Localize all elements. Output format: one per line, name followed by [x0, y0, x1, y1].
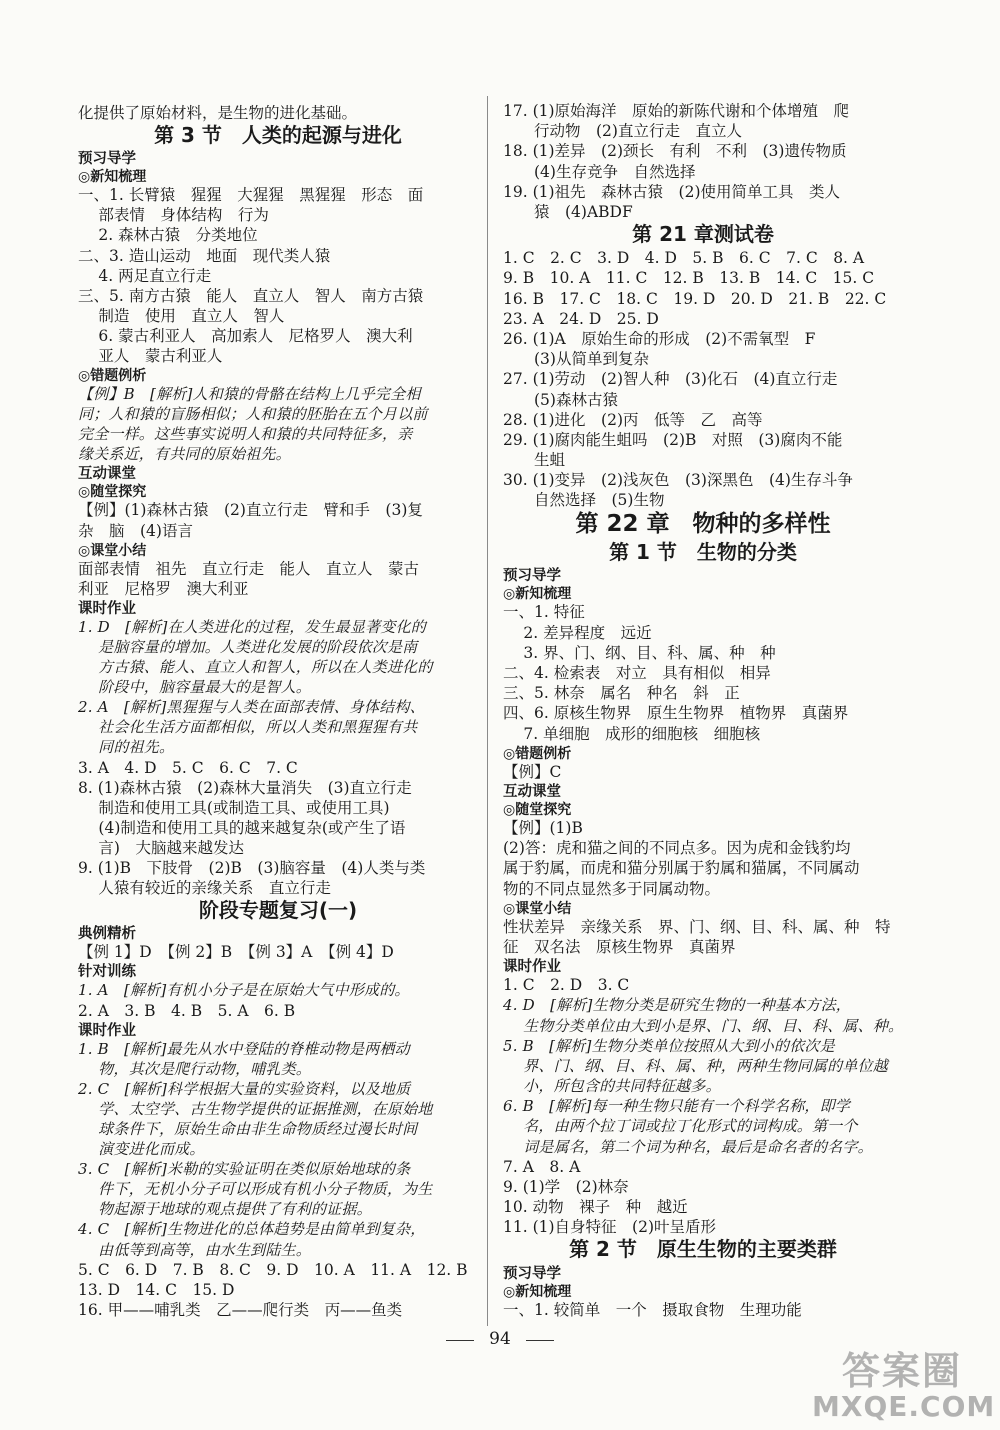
answer-line: 18. (1)差异 (2)颈长 有利 不利 (3)遗传物质 [503, 142, 847, 160]
sub-heading: ◎新知梳理 [78, 169, 147, 185]
answer-line: 部表情 身体结构 行为 [78, 206, 269, 224]
section-heading: 互动课堂 [78, 466, 136, 482]
sub-heading: ◎课堂小结 [503, 901, 572, 917]
explanation-line: 完全一样。这些事实说明人和猿的共同特征多，亲 [78, 425, 413, 443]
sub-heading: ◎随堂探究 [503, 802, 572, 818]
answer-line: 9. (1)B 下肢骨 (2)B (3)脑容量 (4)人类与类 [78, 859, 426, 877]
explanation-line: 学、太空学、古生物学提供的证据推测，在原始地 [78, 1100, 433, 1118]
explanation-line: 球条件下，原始生命由非生命物质经过漫长时间 [78, 1120, 418, 1138]
answer-line: 二、4. 检索表 对立 具有相似 相异 [503, 664, 771, 682]
explanation-line: 4. D [解析]生物分类是研究生物的一种基本方法， [503, 996, 852, 1014]
section-heading: 课时作业 [503, 959, 561, 975]
sub-heading: ◎课堂小结 [78, 543, 147, 559]
explanation-line: 物起源于地球的观点提供了有利的证据。 [78, 1200, 372, 1218]
watermark-text-bottom: MXQE.COM [812, 1390, 996, 1423]
explanation-line: 由低等到高等，由水生到陆生。 [78, 1241, 311, 1259]
answer-line: 11. (1)自身特征 (2)叶呈盾形 [503, 1218, 716, 1236]
answer-line: 16. 甲——哺乳类 乙——爬行类 丙——鱼类 [78, 1301, 403, 1319]
section-title: 第 1 节 生物的分类 [609, 540, 797, 564]
answer-line: 27. (1)劳动 (2)智人种 (3)化石 (4)直立行走 [503, 370, 838, 388]
answer-line: 16. B 17. C 18. C 19. D 20. D 21. B 22. C [503, 290, 887, 308]
answer-line: 自然选择 (5)生物 [503, 491, 665, 509]
explanation-line: 阶段中，脑容量最大的是智人。 [78, 678, 311, 696]
answer-line: 1. C 2. D 3. C [503, 976, 630, 994]
section-title: 第 3 节 人类的起源与进化 [154, 123, 402, 147]
section-heading: 针对训练 [78, 964, 136, 980]
explanation-line: 生物分类单位由大到小是界、门、纲、目、科、属、种。 [503, 1017, 904, 1035]
answer-line: (5)森林古猿 [503, 391, 618, 409]
watermark-logo [812, 1340, 996, 1425]
explanation-line: 物，其次是爬行动物，哺乳类。 [78, 1060, 311, 1078]
page-number: 94 [489, 1329, 511, 1349]
section-heading: 课时作业 [78, 601, 136, 617]
explanation-line: 词是属名，第二个词为种名，最后是命名者的名字。 [503, 1138, 873, 1156]
answer-line: 人猿有较近的亲缘关系 直立行走 [78, 879, 331, 897]
answer-line: 面部表情 祖先 直立行走 能人 直立人 蒙古 [78, 560, 420, 578]
answer-line: 制造和使用工具(或制造工具、或使用工具) [78, 799, 390, 817]
answer-line: 3. 界、门、纲、目、科、属、种 种 [503, 644, 776, 662]
explanation-line: 社会化生活方面都相似，所以人类和黑猩猩有共 [78, 718, 418, 736]
explanation-line: 5. B [解析]生物分类单位按照从大到小的依次是 [503, 1037, 835, 1055]
answer-line: 生蛆 [503, 451, 566, 469]
answer-line: 17. (1)原始海洋 原始的新陈代谢和个体增殖 爬 [503, 102, 850, 120]
answer-line: 属于豹属，而虎和猫分别属于豹属和猫属，不同属动 [503, 859, 860, 877]
answer-line: 5. C 6. D 7. B 8. C 9. D 10. A 11. A 12. B [78, 1261, 468, 1279]
section-heading: 预习导学 [503, 568, 561, 584]
explanation-line: 2. C [解析]科学根据大量的实验资料，以及地质 [78, 1080, 411, 1098]
answer-line: (4)生存竞争 自然选择 [503, 163, 696, 181]
answer-line: 利亚 尼格罗 澳大利亚 [78, 580, 249, 598]
answer-line: 23. A 24. D 25. D [503, 310, 659, 328]
answer-line: 杂 脑 (4)语言 [78, 522, 193, 540]
answer-line: 一、1. 较简单 一个 摄取食物 生理功能 [503, 1301, 802, 1319]
answer-line: 9. B 10. A 11. C 12. B 13. B 14. C 15. C [503, 269, 875, 287]
explanation-line: 演变进化而成。 [78, 1140, 205, 1158]
answer-line: 2. A 3. B 4. B 5. A 6. B [78, 1002, 296, 1020]
explanation-line: 1. D [解析]在人类进化的过程，发生最显著变化的 [78, 618, 427, 636]
answer-line: 性状差异 亲缘关系 界、门、纲、目、科、属、种 特 [503, 918, 891, 936]
answer-line: 四、6. 原核生物界 原生生物界 植物界 真菌界 [503, 704, 849, 722]
answer-line: (3)从简单到复杂 [503, 350, 649, 368]
chapter-title: 第 22 章 物种的多样性 [575, 511, 831, 537]
explanation-line: 界、门、纲、目、科、属、种，两种生物同属的单位越 [503, 1057, 888, 1075]
answer-line: 言) 大脑越来越发达 [78, 839, 244, 857]
answer-line: 28. (1)进化 (2)丙 低等 乙 高等 [503, 411, 763, 429]
answer-line: (2)答：虎和猫之间的不同点多。因为虎和金钱豹均 [503, 839, 851, 857]
answer-line: 29. (1)腐肉能生蛆吗 (2)B 对照 (3)腐肉不能 [503, 431, 843, 449]
answer-line: 三、5. 林奈 属名 种名 斜 正 [503, 684, 740, 702]
explanation-line: 1. A [解析]有机小分子是在原始大气中形成的。 [78, 981, 410, 999]
answer-line: 二、3. 造山运动 地面 现代类人猿 [78, 247, 331, 265]
answer-line: 猿 (4)ABDF [503, 203, 633, 221]
answer-line: 行动物 (2)直立行走 直立人 [503, 122, 742, 140]
sub-heading: ◎随堂探究 [78, 484, 147, 500]
explanation-line: 是脑容量的增加。人类进化发展的阶段依次是南 [78, 638, 418, 656]
answer-line: 【例】(1)B [503, 819, 583, 837]
explanation-line: 6. B [解析]每一种生物只能有一个科学名称，即学 [503, 1097, 851, 1115]
explanation-line: 2. A [解析]黑猩猩与人类在面部表情、身体结构、 [78, 698, 425, 716]
section-title: 第 2 节 原生生物的主要类群 [569, 1237, 837, 1261]
sub-heading: ◎错题例析 [78, 368, 147, 384]
answer-line: 化提供了原始材料，是生物的进化基础。 [78, 104, 358, 122]
explanation-line: 同；人和猿的盲肠相似；人和猿的胚胎在五个月以前 [78, 405, 428, 423]
answer-line: 【例 1】D 【例 2】B 【例 3】A 【例 4】D [78, 943, 394, 961]
column-divider [487, 96, 488, 1326]
explanation-line: 缘关系近，有共同的原始祖先。 [78, 445, 291, 463]
answer-line: 【例】C [503, 763, 562, 781]
answer-line: 13. D 14. C 15. D [78, 1281, 235, 1299]
answer-line: 7. 单细胞 成形的细胞核 细胞核 [503, 725, 761, 743]
answer-line: 2. 森林古猿 分类地位 [78, 226, 258, 244]
watermark-text-top: 答案圈 [841, 1349, 962, 1393]
answer-line: 8. (1)森林古猿 (2)森林大量消失 (3)直立行走 [78, 779, 412, 797]
answer-line: 征 双名法 原核生物界 真菌界 [503, 938, 736, 956]
answer-line: 三、5. 南方古猿 能人 直立人 智人 南方古猿 [78, 287, 424, 305]
section-title: 阶段专题复习(一) [198, 898, 358, 922]
section-title: 第 21 章测试卷 [632, 222, 774, 246]
section-heading: 典例精析 [78, 926, 136, 942]
answer-line: 物的不同点显然多于同属动物。 [503, 880, 721, 898]
explanation-line: 同的祖先。 [78, 738, 175, 756]
explanation-line: 件下，无机小分子可以形成有机小分子物质，为生 [78, 1180, 433, 1198]
answer-line: 一、1. 特征 [503, 603, 585, 621]
answer-line: 2. 差异程度 远近 [503, 624, 652, 642]
answer-line: 7. A 8. A [503, 1158, 581, 1176]
explanation-line: 名，由两个拉丁词或拉丁化形式的词构成。第一个 [503, 1117, 858, 1135]
answer-line: 30. (1)变异 (2)浅灰色 (3)深黑色 (4)生存斗争 [503, 471, 853, 489]
answer-line: 制造 使用 直立人 智人 [78, 307, 285, 325]
answer-line: 6. 蒙古利亚人 高加索人 尼格罗人 澳大利 [78, 327, 413, 345]
answer-line: (4)制造和使用工具的越来越复杂(或产生了语 [78, 819, 406, 837]
answer-line: 10. 动物 裸子 种 越近 [503, 1198, 688, 1216]
page-number-dash-right [526, 1340, 554, 1341]
answer-line: 19. (1)祖先 森林古猿 (2)使用简单工具 类人 [503, 183, 840, 201]
section-heading: 课时作业 [78, 1023, 136, 1039]
answer-line: 【例】(1)森林古猿 (2)直立行走 臂和手 (3)复 [78, 501, 423, 519]
answer-line: 9. (1)学 (2)林奈 [503, 1178, 629, 1196]
sub-heading: ◎新知梳理 [503, 586, 572, 602]
answer-line: 1. C 2. C 3. D 4. D 5. B 6. C 7. C 8. A [503, 249, 865, 267]
explanation-line: 1. B [解析]最先从水中登陆的脊椎动物是两栖动 [78, 1040, 410, 1058]
sub-heading: ◎错题例析 [503, 746, 572, 762]
answer-line: 亚人 蒙古利亚人 [78, 347, 223, 365]
answer-line: 4. 两足直立行走 [78, 267, 212, 285]
sub-heading: ◎新知梳理 [503, 1284, 572, 1300]
explanation-line: 3. C [解析]米勒的实验证明在类似原始地球的条 [78, 1160, 411, 1178]
explanation-line: 【例】B [解析]人和猿的骨骼在结构上几乎完全相 [78, 385, 421, 403]
explanation-line: 4. C [解析]生物进化的总体趋势是由简单到复杂， [78, 1220, 426, 1238]
section-heading: 互动课堂 [503, 784, 561, 800]
section-heading: 预习导学 [78, 151, 136, 167]
explanation-line: 小，所包含的共同特征越多。 [503, 1077, 721, 1095]
explanation-line: 方古猿、能人、直立人和智人，所以在人类进化的 [78, 658, 433, 676]
section-heading: 预习导学 [503, 1266, 561, 1282]
answer-line: 一、1. 长臂猿 猩猩 大猩猩 黑猩猩 形态 面 [78, 186, 424, 204]
answer-line: 3. A 4. D 5. C 6. C 7. C [78, 759, 298, 777]
answer-line: 26. (1)A 原始生命的形成 (2)不需氧型 F [503, 330, 816, 348]
